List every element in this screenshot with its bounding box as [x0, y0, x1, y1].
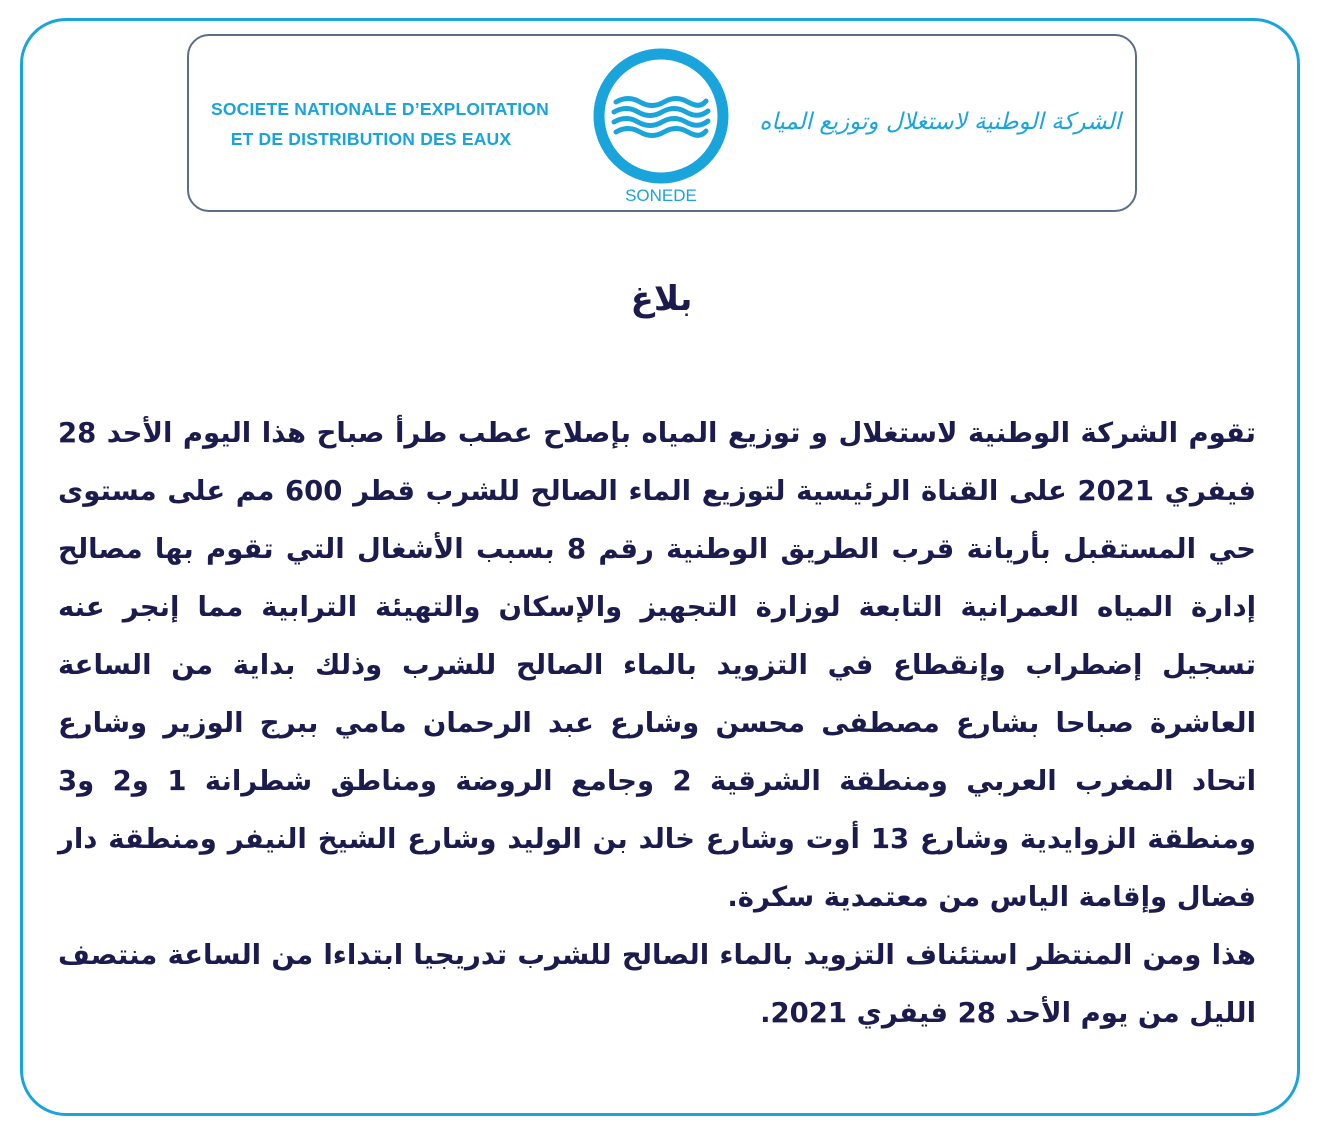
notice-paragraph-2: هذا ومن المنتظر استئناف التزويد بالماء الصالح للشرب تدريجيا ابتداءا من الساعة منتصف الليل من يوم الأحد 28 فيفري 2021. [58, 939, 1256, 1029]
company-name-french [211, 94, 549, 154]
notice-paragraph-1: تقوم الشركة الوطنية لاستغلال و توزيع المياه بإصلاح عطب طرأ صباح هذا اليوم الأحد 28 فيفري 2021 على القناة الرئيسية لتوزيع الماء الصالح للشرب قطر 600 مم على مستوى حي المستقبل بأريانة قرب الطريق الوطنية رقم 8 بسبب الأشغال التي تقوم بها مصالح إدارة المياه العمرانية التابعة لوزارة التجهيز والإسكان والتهيئة الترابية مما إنجر عنه تسجيل إضطراب وإنقطاع في التزويد بالماء الصالح للشرب وذلك بداية من الساعة العاشرة صباحا بشارع مصطفى محسن وشارع عبد الرحمان مامي ببرج الوزير وشارع اتحاد المغرب العربي ومنطقة الشرقية 2 وجامع الروضة ومناطق شطرانة 1 و2 و3 ومنطقة الزوايدية وشارع 13 أوت وشارع خالد بن الوليد وشارع الشيخ النيفر ومنطقة دار فضال وإقامة الياس من معتمدية سكرة. [58, 417, 1257, 913]
sonede-logo-icon [591, 46, 731, 206]
company-name-arabic: الشركة الوطنية لاستغلال وتوزيع المياه [759, 109, 1121, 135]
water-waves-icon [591, 46, 731, 206]
letterhead [187, 34, 1137, 212]
company-name-french-line1: SOCIETE NATIONALE D’EXPLOITATION [211, 99, 549, 119]
notice-body [58, 404, 1256, 1042]
page-title: بلاغ [630, 279, 693, 319]
logo-wordmark: SONEDE [591, 186, 731, 206]
company-name-french-line2: ET DE DISTRIBUTION DES EAUX [230, 129, 512, 149]
